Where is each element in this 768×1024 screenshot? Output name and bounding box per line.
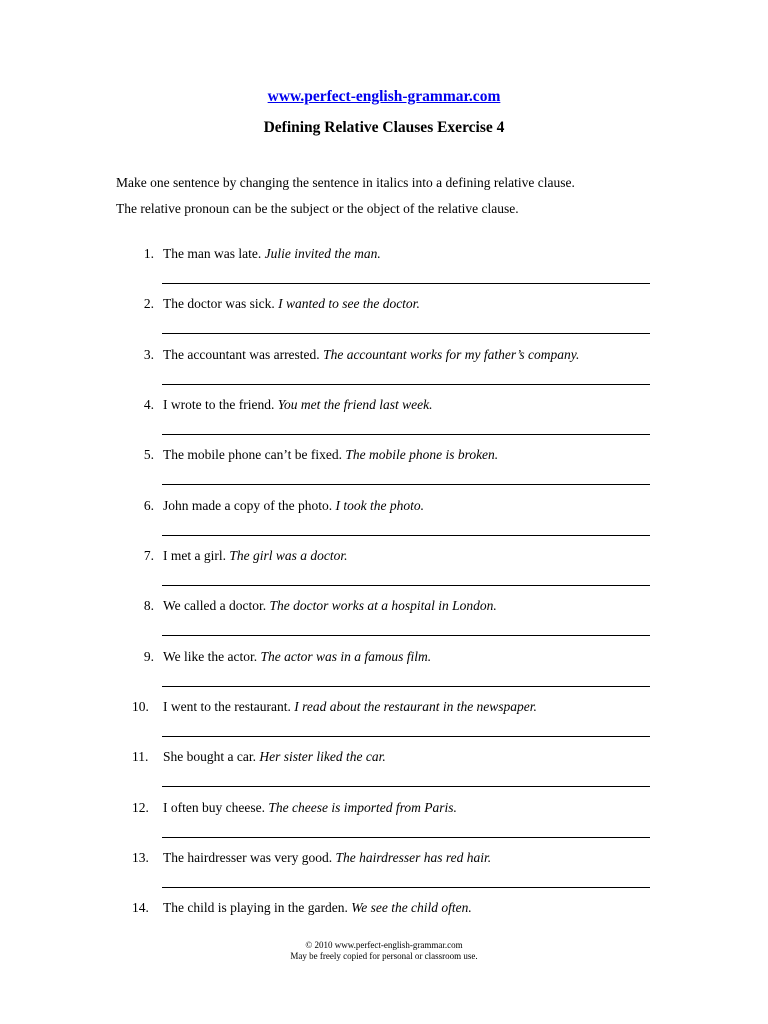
item-italic-sentence: I read about the restaurant in the newspaper. bbox=[294, 699, 537, 715]
item-number: 1. bbox=[143, 246, 154, 261]
item-main-sentence: We called a doctor. bbox=[163, 598, 270, 614]
item-main-sentence: I met a girl. bbox=[163, 548, 230, 564]
item-sentence bbox=[163, 848, 491, 868]
item-number: 9. bbox=[143, 648, 154, 664]
site-link[interactable]: www.perfect-english-grammar.com bbox=[267, 88, 501, 105]
item-number: 4. bbox=[143, 397, 154, 413]
instructions bbox=[116, 170, 676, 222]
item-sentence bbox=[163, 647, 431, 667]
exercise-item bbox=[0, 848, 768, 898]
item-main-sentence: The accountant was arrested. bbox=[163, 346, 324, 362]
exercise-item bbox=[0, 496, 768, 546]
item-number: 2. bbox=[143, 296, 154, 312]
item-number: 11. bbox=[132, 749, 149, 765]
exercise-item bbox=[0, 546, 768, 596]
answer-line[interactable] bbox=[162, 283, 650, 284]
item-sentence bbox=[163, 798, 457, 818]
item-main-sentence: I often buy cheese. bbox=[163, 799, 269, 815]
item-sentence bbox=[163, 345, 579, 365]
exercise-item bbox=[0, 294, 768, 344]
item-sentence bbox=[163, 294, 420, 314]
page-title: Defining Relative Clauses Exercise 4 bbox=[263, 119, 505, 136]
item-sentence bbox=[163, 596, 497, 616]
answer-line[interactable] bbox=[162, 434, 650, 435]
item-main-sentence: The man was late. bbox=[163, 246, 265, 261]
item-italic-sentence: Her sister liked the car. bbox=[259, 749, 386, 765]
item-sentence bbox=[163, 697, 537, 717]
item-main-sentence: I wrote to the friend. bbox=[163, 397, 278, 413]
item-italic-sentence: We see the child often. bbox=[351, 900, 472, 916]
item-number: 8. bbox=[143, 598, 154, 614]
item-italic-sentence: The doctor works at a hospital in London. bbox=[269, 598, 497, 614]
item-sentence bbox=[163, 496, 424, 516]
item-number: 12. bbox=[132, 799, 149, 815]
item-italic-sentence: The accountant works for my father’s company. bbox=[323, 346, 580, 362]
item-sentence bbox=[163, 244, 381, 264]
item-italic-sentence: I wanted to see the doctor. bbox=[278, 296, 420, 312]
item-main-sentence: We like the actor. bbox=[163, 648, 261, 664]
exercise-item bbox=[0, 747, 768, 797]
item-italic-sentence: Julie invited the man. bbox=[264, 246, 381, 261]
item-main-sentence: The mobile phone can’t be fixed. bbox=[163, 447, 346, 463]
instruction-line-1: Make one sentence by changing the sentence in italics into a defining relative clause. bbox=[116, 175, 575, 190]
exercise-item bbox=[0, 395, 768, 445]
item-italic-sentence: The actor was in a famous film. bbox=[260, 648, 432, 664]
item-number: 6. bbox=[143, 497, 154, 513]
item-number: 10. bbox=[132, 699, 149, 715]
item-number: 13. bbox=[132, 850, 149, 866]
exercise-item bbox=[0, 798, 768, 848]
item-main-sentence: I went to the restaurant. bbox=[163, 699, 295, 715]
exercise-item bbox=[0, 244, 768, 294]
answer-line[interactable] bbox=[162, 887, 650, 888]
item-sentence bbox=[163, 445, 498, 465]
item-number: 14. bbox=[132, 900, 149, 916]
exercise-item bbox=[0, 596, 768, 646]
item-main-sentence: The child is playing in the garden. bbox=[163, 900, 352, 916]
answer-line[interactable] bbox=[162, 736, 650, 737]
footer bbox=[0, 940, 768, 962]
answer-line[interactable] bbox=[162, 484, 650, 485]
footer-note: May be freely copied for personal or classroom use. bbox=[290, 951, 478, 961]
exercise-item bbox=[0, 647, 768, 697]
exercise-item bbox=[0, 345, 768, 395]
item-sentence bbox=[163, 898, 472, 918]
answer-line[interactable] bbox=[162, 333, 650, 334]
item-main-sentence: She bought a car. bbox=[163, 749, 260, 765]
item-italic-sentence: The cheese is imported from Paris. bbox=[268, 799, 457, 815]
answer-line[interactable] bbox=[162, 686, 650, 687]
answer-line[interactable] bbox=[162, 384, 650, 385]
answer-line[interactable] bbox=[162, 786, 650, 787]
item-sentence bbox=[163, 546, 348, 566]
answer-line[interactable] bbox=[162, 585, 650, 586]
item-italic-sentence: The mobile phone is broken. bbox=[345, 447, 499, 463]
item-italic-sentence: You met the friend last week. bbox=[277, 397, 433, 413]
item-number: 3. bbox=[143, 346, 154, 362]
item-sentence bbox=[163, 747, 386, 767]
item-sentence bbox=[163, 395, 432, 415]
answer-line[interactable] bbox=[162, 635, 650, 636]
item-italic-sentence: The hairdresser has red hair. bbox=[335, 850, 492, 866]
item-number: 5. bbox=[143, 447, 154, 463]
item-italic-sentence: The girl was a doctor. bbox=[229, 548, 348, 564]
exercise-item bbox=[0, 445, 768, 495]
instruction-line-2: The relative pronoun can be the subject or the object of the relative clause. bbox=[116, 201, 519, 216]
item-main-sentence: The hairdresser was very good. bbox=[163, 850, 336, 866]
item-number: 7. bbox=[143, 548, 154, 564]
item-main-sentence: John made a copy of the photo. bbox=[163, 497, 336, 513]
answer-line[interactable] bbox=[162, 837, 650, 838]
footer-copyright: © 2010 www.perfect-english-grammar.com bbox=[305, 940, 463, 950]
item-main-sentence: The doctor was sick. bbox=[163, 296, 279, 312]
item-italic-sentence: I took the photo. bbox=[335, 497, 424, 513]
exercise-list bbox=[0, 244, 768, 949]
exercise-item bbox=[0, 697, 768, 747]
answer-line[interactable] bbox=[162, 535, 650, 536]
